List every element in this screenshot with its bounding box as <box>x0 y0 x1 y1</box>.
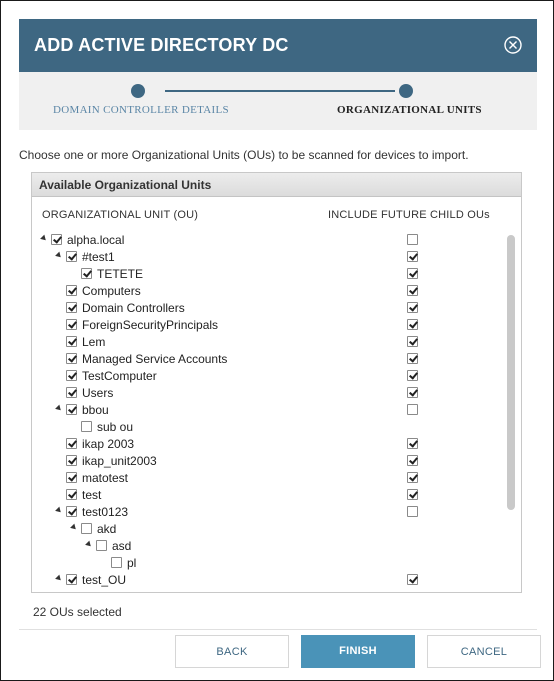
step-indicator-1 <box>131 84 145 98</box>
cancel-button[interactable]: CANCEL <box>427 635 541 668</box>
step-organizational-units: ORGANIZATIONAL UNITS <box>337 104 482 116</box>
expand-arrow-icon[interactable] <box>70 524 78 532</box>
include-future-child-checkbox[interactable] <box>407 489 418 500</box>
include-future-child-checkbox[interactable] <box>407 268 418 279</box>
ou-checkbox[interactable] <box>66 370 77 381</box>
include-future-child-checkbox[interactable] <box>407 285 418 296</box>
include-future-child-checkbox[interactable] <box>407 404 418 415</box>
dialog-title: ADD ACTIVE DIRECTORY DC <box>34 35 289 55</box>
ou-checkbox[interactable] <box>66 472 77 483</box>
ou-checkbox[interactable] <box>51 234 62 245</box>
ou-label: ikap 2003 <box>82 437 135 451</box>
ou-checkbox[interactable] <box>81 421 92 432</box>
ou-checkbox[interactable] <box>66 438 77 449</box>
tree-row <box>37 538 507 555</box>
selection-count: 22 OUs selected <box>33 605 122 619</box>
expand-arrow-icon[interactable] <box>55 575 63 583</box>
ou-checkbox[interactable] <box>66 489 77 500</box>
ou-label: alpha.local <box>67 233 125 247</box>
tree-row <box>37 436 507 453</box>
finish-button[interactable]: FINISH <box>301 635 415 668</box>
close-icon[interactable] <box>503 35 523 55</box>
ou-checkbox[interactable] <box>81 523 92 534</box>
include-future-child-checkbox[interactable] <box>407 234 418 245</box>
expand-arrow-icon[interactable] <box>55 252 63 260</box>
ou-checkbox[interactable] <box>96 540 107 551</box>
tree-row <box>37 487 507 504</box>
tree-row <box>37 300 507 317</box>
column-header-ou: ORGANIZATIONAL UNIT (OU) <box>42 209 199 221</box>
ou-label: pl <box>127 556 137 570</box>
ou-checkbox[interactable] <box>66 574 77 585</box>
ou-label: ForeignSecurityPrincipals <box>82 318 219 332</box>
expand-arrow-icon[interactable] <box>55 507 63 515</box>
ou-checkbox[interactable] <box>66 251 77 262</box>
include-future-child-checkbox[interactable] <box>407 251 418 262</box>
ou-checkbox[interactable] <box>66 302 77 313</box>
tree-row <box>37 402 507 419</box>
tree-row <box>37 572 507 589</box>
ou-label: Users <box>82 386 114 400</box>
tree-row <box>37 555 507 572</box>
ou-checkbox[interactable] <box>66 336 77 347</box>
ou-label: TestComputer <box>82 369 157 383</box>
include-future-child-checkbox[interactable] <box>407 370 418 381</box>
include-future-child-checkbox[interactable] <box>407 506 418 517</box>
ou-checkbox[interactable] <box>66 353 77 364</box>
ou-label: test <box>82 488 102 502</box>
ou-label: asd <box>112 539 132 553</box>
expand-arrow-icon[interactable] <box>55 405 63 413</box>
expand-arrow-icon[interactable] <box>85 541 93 549</box>
tree-row <box>37 283 507 300</box>
include-future-child-checkbox[interactable] <box>407 438 418 449</box>
ou-label: TETETE <box>97 267 144 281</box>
expand-arrow-icon[interactable] <box>40 235 48 243</box>
wizard-steps <box>19 72 537 130</box>
ou-checkbox[interactable] <box>66 404 77 415</box>
ou-checkbox[interactable] <box>81 268 92 279</box>
tree-row <box>37 521 507 538</box>
step-indicator-2 <box>399 84 413 98</box>
tree-row <box>37 334 507 351</box>
ou-label: #test1 <box>82 250 115 264</box>
tree-row <box>37 419 507 436</box>
tree-row <box>37 232 507 249</box>
tree-row <box>37 504 507 521</box>
ou-panel <box>31 172 522 593</box>
include-future-child-checkbox[interactable] <box>407 472 418 483</box>
ou-label: akd <box>97 522 117 536</box>
ou-label: test0123 <box>82 505 129 519</box>
include-future-child-checkbox[interactable] <box>407 353 418 364</box>
include-future-child-checkbox[interactable] <box>407 302 418 313</box>
include-future-child-checkbox[interactable] <box>407 387 418 398</box>
ou-checkbox[interactable] <box>66 285 77 296</box>
ou-label: test_OU <box>82 573 127 587</box>
ou-tree <box>37 232 517 589</box>
tree-row <box>37 249 507 266</box>
tree-row <box>37 317 507 334</box>
tree-row <box>37 368 507 385</box>
tree-scrollbar[interactable] <box>507 235 515 510</box>
dialog-header <box>19 19 537 72</box>
include-future-child-checkbox[interactable] <box>407 574 418 585</box>
ou-label: matotest <box>82 471 129 485</box>
ou-checkbox[interactable] <box>66 455 77 466</box>
include-future-child-checkbox[interactable] <box>407 319 418 330</box>
panel-title: Available Organizational Units <box>32 173 521 197</box>
ou-checkbox[interactable] <box>66 387 77 398</box>
ou-label: sub ou <box>97 420 134 434</box>
ou-label: Lem <box>82 335 106 349</box>
tree-row <box>37 453 507 470</box>
tree-row <box>37 266 507 283</box>
tree-row <box>37 385 507 402</box>
back-button[interactable]: BACK <box>175 635 289 668</box>
include-future-child-checkbox[interactable] <box>407 455 418 466</box>
column-header-future-child: INCLUDE FUTURE CHILD OUs <box>328 209 490 221</box>
ou-label: Domain Controllers <box>82 301 185 315</box>
include-future-child-checkbox[interactable] <box>407 336 418 347</box>
ou-checkbox[interactable] <box>66 506 77 517</box>
ou-label: bbou <box>82 403 109 417</box>
tree-row <box>37 351 507 368</box>
ou-label: Managed Service Accounts <box>82 352 228 366</box>
ou-label: ikap_unit2003 <box>82 454 157 468</box>
ou-label: Computers <box>82 284 141 298</box>
ou-checkbox[interactable] <box>111 557 122 568</box>
instruction-text: Choose one or more Organizational Units (OUs) to be scanned for devices to import. <box>19 148 469 162</box>
tree-row <box>37 470 507 487</box>
step-connector <box>165 90 395 92</box>
ou-checkbox[interactable] <box>66 319 77 330</box>
step-domain-controller-details[interactable]: DOMAIN CONTROLLER DETAILS <box>53 104 229 116</box>
